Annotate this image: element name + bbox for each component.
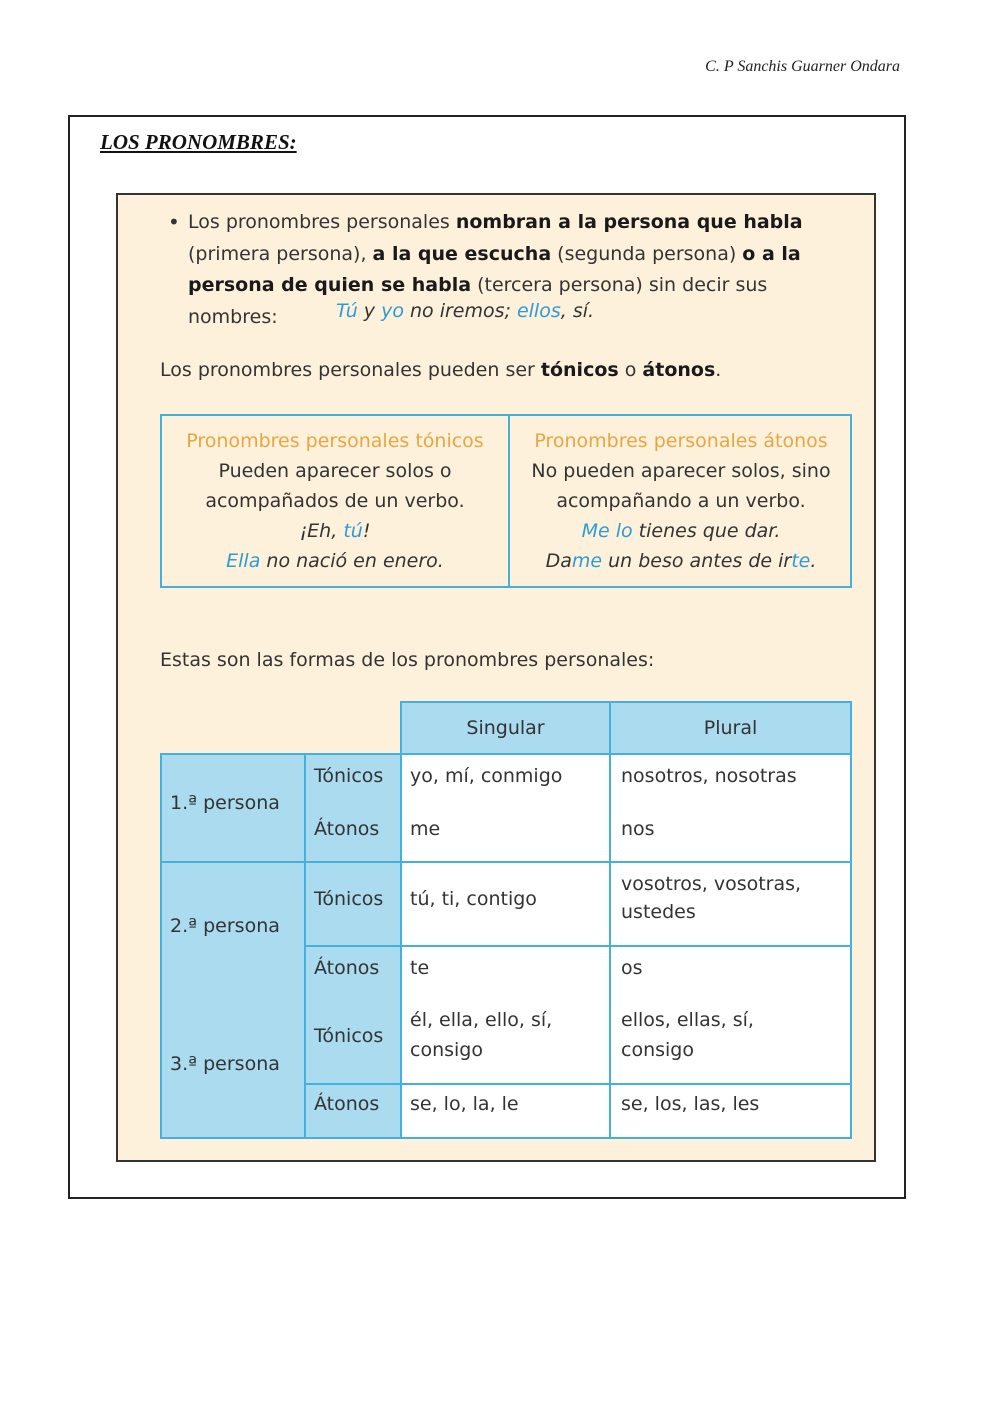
cell-p2-ton-plur-1: vosotros, vosotras,	[621, 873, 802, 895]
definition-text-3: (segunda persona)	[551, 242, 743, 265]
cell-p3-ton-sing-2: consigo	[410, 1039, 483, 1061]
cell-p3-ato-plur: se, los, las, les	[621, 1093, 760, 1115]
example-word-yo: yo	[381, 300, 404, 322]
table-line	[304, 945, 852, 947]
content-panel	[116, 193, 876, 1162]
label-tonicos-2: Tónicos	[314, 888, 384, 910]
definition-text-4: (tercera persona) sin decir sus nombres:	[188, 274, 768, 328]
example-highlight: tú	[343, 520, 363, 542]
cell-p2-ato-plur: os	[621, 957, 643, 979]
forms-intro: Estas son las formas de los pronombres personales:	[160, 649, 655, 671]
example-text: no iremos;	[403, 300, 517, 322]
tonicos-line-1: Pueden aparecer solos o	[218, 460, 452, 482]
table-line	[160, 753, 852, 755]
bullet-icon: •	[168, 210, 180, 234]
tonicos-heading: Pronombres personales tónicos	[186, 430, 484, 452]
types-box	[160, 414, 852, 588]
example-text: no nació en enero.	[260, 550, 444, 572]
header-singular: Singular	[400, 701, 611, 755]
example-text: !	[362, 520, 371, 542]
tonicos-example-1	[162, 516, 508, 546]
person-1-label: 1.ª persona	[170, 792, 280, 814]
tonicos-line-2: acompañados de un verbo.	[205, 490, 465, 512]
example-text: tienes que dar.	[632, 520, 781, 542]
label-tonicos-3: Tónicos	[314, 1025, 384, 1047]
example-text: ¡Eh,	[299, 520, 344, 542]
example-highlight: Ella	[226, 550, 261, 572]
cell-p1-ato-plur: nos	[621, 818, 655, 840]
label-atonos-1: Átonos	[314, 818, 380, 840]
example-text: y	[357, 300, 382, 322]
cell-p2-ton-sing: tú, ti, contigo	[410, 888, 537, 910]
cell-p1-ato-sing: me	[410, 818, 441, 840]
definition-bold-1: nombran a la persona que habla	[455, 211, 803, 233]
table-line	[160, 753, 162, 1139]
intro-text: o	[618, 359, 643, 381]
table-line	[304, 1083, 852, 1085]
cell-p1-ton-plur: nosotros, nosotras	[621, 765, 797, 787]
example-highlight: te	[791, 550, 811, 572]
header-plural: Plural	[609, 701, 852, 755]
tonicos-column	[162, 426, 508, 576]
section-title: LOS PRONOMBRES:	[100, 130, 297, 154]
example-text: .	[810, 550, 817, 572]
definition-text-1: Los pronombres personales	[188, 211, 456, 233]
cell-p3-ton-plur-2: consigo	[621, 1039, 694, 1061]
atonos-heading: Pronombres personales átonos	[534, 430, 828, 452]
cell-p2-ato-sing: te	[410, 957, 430, 979]
example-highlight: Me lo	[581, 520, 633, 542]
definition-example	[336, 300, 594, 322]
intro-bold-atonos: átonos	[642, 359, 716, 381]
tonicos-example-2	[162, 546, 508, 576]
table-line	[850, 701, 852, 1139]
example-text: Da	[545, 550, 572, 572]
cell-p1-ton-sing: yo, mí, conmigo	[410, 765, 563, 787]
example-text: un beso antes de ir	[602, 550, 792, 572]
types-intro	[160, 359, 721, 381]
person-3-label: 3.ª persona	[170, 1053, 280, 1075]
definition-bold-2: a la que escucha	[372, 242, 552, 265]
pronoun-table	[160, 701, 852, 1139]
atonos-line-2: acompañando a un verbo.	[556, 490, 806, 512]
atonos-example-2	[508, 546, 854, 576]
school-header: C. P Sanchis Guarner Ondara	[705, 58, 900, 75]
label-atonos-3: Átonos	[314, 1093, 380, 1115]
atonos-column	[508, 426, 854, 576]
label-atonos-2: Átonos	[314, 957, 380, 979]
example-text: , sí.	[560, 300, 595, 322]
cell-p3-ton-plur-1: ellos, ellas, sí,	[621, 1009, 754, 1031]
table-line	[160, 861, 852, 863]
definition-bold-3: o a la persona de quien se habla	[188, 242, 801, 296]
intro-bold-tonicos: tónicos	[540, 359, 619, 381]
table-line	[609, 701, 611, 1139]
intro-text: Los pronombres personales pueden ser	[160, 359, 541, 381]
example-word-ellos: ellos	[516, 300, 561, 322]
table-line	[400, 701, 402, 1139]
person-2-label: 2.ª persona	[170, 915, 280, 937]
atonos-line-1: No pueden aparecer solos, sino	[531, 460, 831, 482]
intro-text: .	[715, 359, 722, 381]
example-highlight: me	[571, 550, 603, 572]
example-word-tu: Tú	[336, 300, 358, 322]
table-line	[160, 1137, 852, 1139]
cell-p3-ton-sing-1: él, ella, ello, sí,	[410, 1009, 553, 1031]
label-tonicos-1: Tónicos	[314, 765, 384, 787]
atonos-example-1	[508, 516, 854, 546]
cell-p3-ato-sing: se, lo, la, le	[410, 1093, 519, 1115]
cell-p2-ton-plur-2: ustedes	[621, 901, 696, 923]
definition-text-2: (primera persona),	[188, 242, 373, 265]
